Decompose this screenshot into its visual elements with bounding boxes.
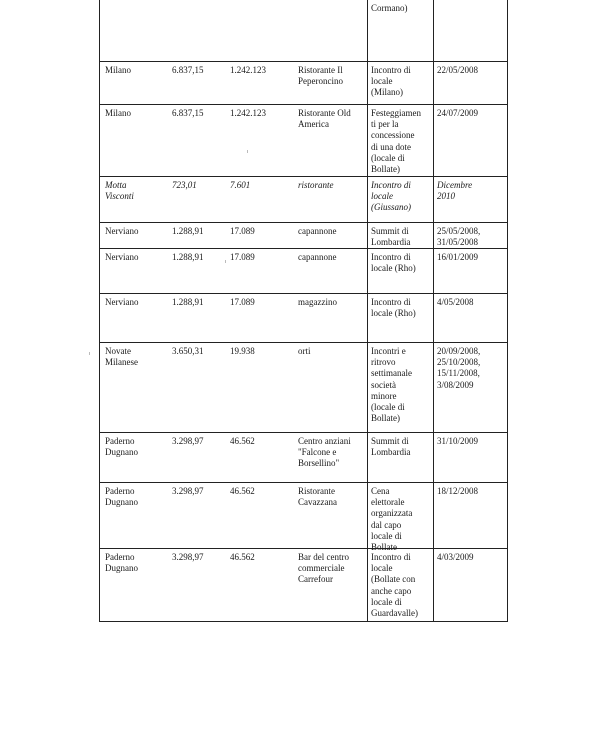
- table-row: [100, 433, 507, 483]
- cell-data: 20/09/2008, 25/10/2008, 15/11/2008, 3/08/2009: [437, 346, 481, 390]
- cell-superficie: 6.837,15: [172, 65, 204, 75]
- cell-superficie: 3.298,97: [172, 486, 204, 496]
- cell-popolazione: 7.601: [230, 180, 251, 190]
- cell-popolazione: 1.242.123: [230, 108, 266, 118]
- cell-popolazione: 46.562: [230, 486, 255, 496]
- cell-comune: Paderno Dugnano: [105, 436, 138, 458]
- cell-luogo: orti: [298, 346, 311, 356]
- table-row: [100, 62, 507, 105]
- cell-evento: Incontro di locale (Rho): [371, 252, 416, 274]
- cell-superficie: 6.837,15: [172, 108, 204, 118]
- cell-data: 31/10/2009: [437, 436, 479, 446]
- cell-luogo: Centro anziani "Falcone e Borsellino": [298, 436, 351, 469]
- cell-data: 18/12/2008: [437, 486, 479, 496]
- table-row: [100, 249, 507, 294]
- cell-comune: Paderno Dugnano: [105, 486, 138, 508]
- cell-evento: Summit di Lombardia: [371, 226, 411, 248]
- cell-evento: Incontro di locale (Milano): [371, 65, 411, 98]
- cell-superficie: 1.288,91: [172, 226, 204, 236]
- cell-popolazione: 46.562: [230, 552, 255, 562]
- cell-evento: Incontro di locale (Giussano): [371, 180, 411, 213]
- cell-comune: Milano: [105, 65, 131, 75]
- table-row: [100, 177, 507, 223]
- cell-data: 4/03/2009: [437, 552, 474, 562]
- cell-comune: Novate Milanese: [105, 346, 138, 368]
- cell-evento: Incontro di locale (Rho): [371, 297, 416, 319]
- table-row: [100, 549, 507, 622]
- cell-evento: Incontri e ritrovo settimanale società minore (locale di Bollate): [371, 346, 412, 424]
- cell-superficie: 1.288,91: [172, 297, 204, 307]
- cell-popolazione: 17.089: [230, 297, 255, 307]
- cell-popolazione: 1.242.123: [230, 65, 266, 75]
- table-row: [100, 0, 507, 62]
- cell-superficie: 723,01: [172, 180, 197, 190]
- cell-data: Dicembre 2010: [437, 180, 473, 202]
- cell-popolazione: 19.938: [230, 346, 255, 356]
- cell-evento: Cena elettorale organizzata dal capo locale di Bollate: [371, 486, 413, 553]
- cell-comune: Paderno Dugnano: [105, 552, 138, 574]
- cell-superficie: 3.298,97: [172, 552, 204, 562]
- cell-comune: Nerviano: [105, 252, 139, 262]
- cell-popolazione: 17.089: [230, 226, 255, 236]
- scan-speck: [225, 260, 226, 263]
- cell-comune: Motta Visconti: [105, 180, 134, 202]
- table-row: [100, 105, 507, 177]
- scan-speck: [247, 150, 248, 153]
- cell-popolazione: 46.562: [230, 436, 255, 446]
- cell-luogo: magazzino: [298, 297, 337, 307]
- cell-popolazione: 17.089: [230, 252, 255, 262]
- table-row: [100, 294, 507, 343]
- cell-luogo: Bar del centro commerciale Carrefour: [298, 552, 349, 585]
- scan-speck: [89, 352, 90, 355]
- cell-evento: Incontro di locale (Bollate con anche capo locale di Guardavalle): [371, 552, 418, 619]
- cell-superficie: 1.288,91: [172, 252, 204, 262]
- cell-evento: Summit di Lombardia: [371, 436, 411, 458]
- cell-luogo: Ristorante Cavazzana: [298, 486, 337, 508]
- cell-evento: Festeggiamen ti per la concessione di una dote (locale di Bollate): [371, 108, 421, 175]
- table-row: [100, 343, 507, 433]
- cell-luogo: capannone: [298, 226, 337, 236]
- cell-comune: Nerviano: [105, 226, 139, 236]
- cell-luogo: ristorante: [298, 180, 334, 190]
- table-row: [100, 483, 507, 553]
- meetings-table: [99, 0, 508, 622]
- cell-superficie: 3.650,31: [172, 346, 204, 356]
- cell-luogo: Ristorante Il Peperoncino: [298, 65, 343, 87]
- cell-data: 22/05/2008: [437, 65, 479, 75]
- cell-comune: Nerviano: [105, 297, 139, 307]
- cell-superficie: 3.298,97: [172, 436, 204, 446]
- cell-data: 16/01/2009: [437, 252, 479, 262]
- cell-data: 24/07/2009: [437, 108, 479, 118]
- cell-comune: Milano: [105, 108, 131, 118]
- cell-luogo: Ristorante Old America: [298, 108, 351, 130]
- cell-data: 25/05/2008, 31/05/2008: [437, 226, 481, 248]
- cell-evento: Cormano): [371, 3, 408, 13]
- cell-data: 4/05/2008: [437, 297, 474, 307]
- table-row: [100, 223, 507, 249]
- cell-luogo: capannone: [298, 252, 337, 262]
